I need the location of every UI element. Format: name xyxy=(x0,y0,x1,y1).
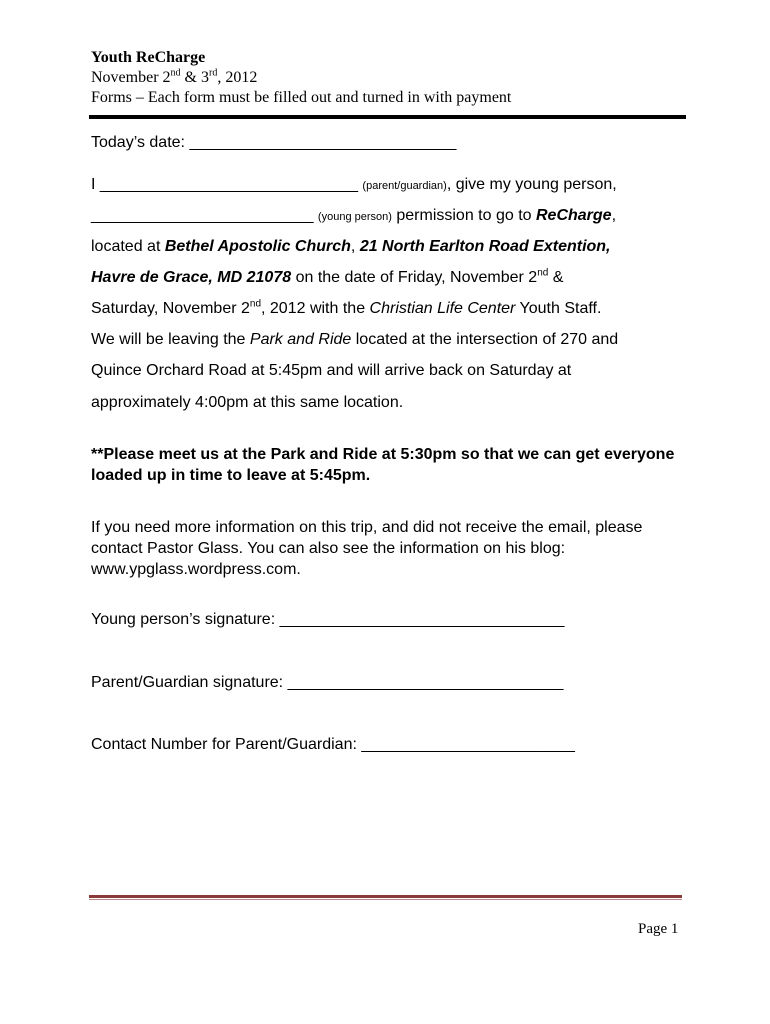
church-city: Havre de Grace, MD 21078 xyxy=(91,269,292,286)
todays-date-field[interactable]: ______________________________ xyxy=(189,134,457,151)
young-person-signature-field[interactable]: ________________________________ xyxy=(279,611,565,628)
line1-rest: , give my young person, xyxy=(446,176,617,193)
parent-signature-line xyxy=(91,674,563,692)
dates-sup-2: rd xyxy=(208,67,218,79)
young-person-line xyxy=(91,207,616,225)
line5-end: Youth Staff. xyxy=(515,300,602,317)
contact-number-field[interactable]: ________________________ xyxy=(361,736,575,753)
parent-guardian-hint: (parent/guardian) xyxy=(362,180,447,192)
footer-divider-thin xyxy=(89,899,682,900)
event-dates xyxy=(91,68,511,88)
line3-pre: located at xyxy=(91,238,165,255)
line5-sup: nd xyxy=(249,298,262,310)
document-title: Youth ReCharge xyxy=(91,49,206,66)
parent-signature-label: Parent/Guardian signature: xyxy=(91,674,284,691)
event-name: ReCharge xyxy=(536,207,612,224)
contact-number-line xyxy=(91,736,575,754)
document-header xyxy=(91,48,511,108)
todays-date-label: Today’s date: xyxy=(91,134,185,151)
line5-pre: Saturday, November 2 xyxy=(91,300,250,317)
dates-prefix: November 2 xyxy=(91,69,171,86)
parent-guardian-field[interactable]: _____________________________ xyxy=(99,176,358,193)
line4-rest: on the date of Friday, November 2 xyxy=(291,269,538,286)
meeting-notice: **Please meet us at the Park and Ride at 5:30pm so that we can get everyone loaded up in time to leave at 5:45pm. xyxy=(91,446,675,484)
departure-line xyxy=(91,331,618,349)
i-text: I xyxy=(91,176,96,193)
forms-note: Forms – Each form must be filled out and turned in with payment xyxy=(91,89,512,106)
return-line: approximately 4:00pm at this same location. xyxy=(91,394,404,411)
parent-signature-field[interactable]: _______________________________ xyxy=(287,674,564,691)
line6-pre: We will be leaving the xyxy=(91,331,250,348)
line2-rest: permission to go to xyxy=(391,207,536,224)
footer-divider xyxy=(89,895,682,898)
location-line xyxy=(91,238,611,256)
city-date-line xyxy=(91,269,563,287)
church-address: 21 North Earlton Road Extention, xyxy=(359,238,611,255)
line4-sup: nd xyxy=(537,267,549,279)
young-person-field[interactable]: _________________________ xyxy=(91,207,314,224)
church-name: Bethel Apostolic Church xyxy=(164,238,351,255)
header-divider xyxy=(89,115,686,119)
dates-mid: & 3 xyxy=(180,69,209,86)
parent-guardian-line xyxy=(91,176,617,194)
line5-mid: , 2012 with the xyxy=(261,300,370,317)
line6-end: located at the intersection of 270 and xyxy=(351,331,619,348)
line2-end: , xyxy=(611,207,617,224)
young-person-hint: (young person) xyxy=(317,211,392,223)
line4-end: & xyxy=(548,269,564,286)
contact-number-label: Contact Number for Parent/Guardian: xyxy=(91,736,357,753)
dates-sup-1: nd xyxy=(170,67,181,79)
departure-place: Park and Ride xyxy=(249,331,352,348)
young-person-signature-label: Young person’s signature: xyxy=(91,611,276,628)
contact-info: If you need more information on this trip, and did not receive the email, please contact Pastor Glass. You can also see the information on his blog: www.ypglass.wordpress.com. xyxy=(91,519,643,578)
todays-date-line xyxy=(91,134,456,152)
line3-comma: , xyxy=(350,238,360,255)
dates-suffix: , 2012 xyxy=(217,69,258,86)
road-line: Quince Orchard Road at 5:45pm and will arrive back on Saturday at xyxy=(91,362,572,379)
page-number: Page 1 xyxy=(638,921,679,937)
org-name: Christian Life Center xyxy=(369,300,516,317)
young-person-signature-line xyxy=(91,611,564,629)
saturday-line xyxy=(91,300,601,318)
